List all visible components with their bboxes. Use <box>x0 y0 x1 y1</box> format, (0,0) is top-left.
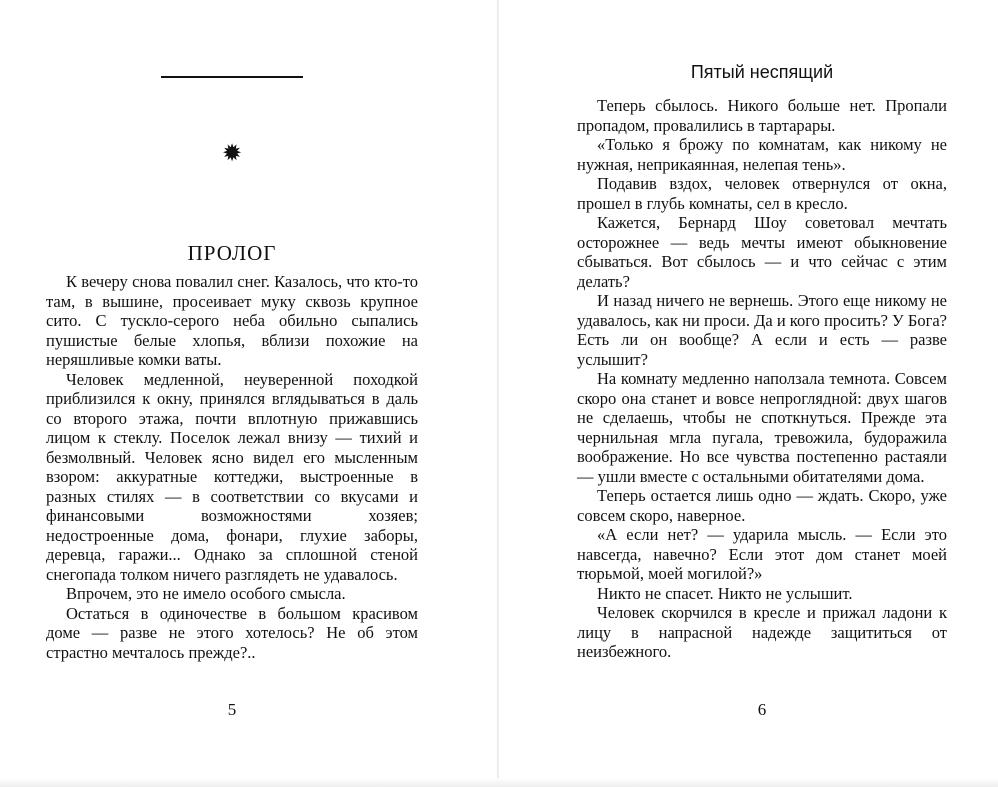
paragraph: Теперь остается лишь одно — ждать. Скоро, уже совсем скоро, наверное. <box>577 486 947 525</box>
paragraph: «А если нет? — ударила мысль. — Если это навсегда, навечно? Если этот дом станет моей тюрьмой, моей могилой?» <box>577 525 947 583</box>
page-edge-shadow <box>0 778 998 787</box>
star-ornament-icon: ✹ <box>221 139 243 167</box>
paragraph: Человек медленной, неуверенной походкой приблизился к окну, принялся вглядываться в даль со второго этажа, почти вплотную прижавшись лицом к стеклу. Поселок лежал внизу — тихий и безмолвный. Человек ясно видел его мысленным взором: аккуратные коттеджи, выстроенные в разных стилях — в соответствии со вкусами и финансовыми возможностями хозяев; недостроенные дома, фонари, глухие заборы, деревца, гаражи... Однако за сплошной стеной снегопада толком ничего разглядеть не удавалось. <box>46 369 418 584</box>
paragraph: Никто не спасет. Никто не услышит. <box>597 583 853 603</box>
page-number-right: 6 <box>757 700 767 719</box>
paragraph: На комнату медленно наползала темнота. Совсем скоро она станет и вовсе непроглядной: двух шагов не сделаешь, чтобы не споткнуться. Прежде эта чернильная мгла пугала, тревожила, будоражила воображение. Но все чувства постепенно растаяли — ушли вместе с остальными обитателями дома. <box>577 369 947 486</box>
paragraph: «Только я брожу по комнатам, как никому не нужная, неприкаянная, нелепая тень». <box>577 135 947 174</box>
paragraph: К вечеру снова повалил снег. Казалось, что кто-то там, в вышине, просеивает муку сквозь крупное сито. С тускло-серого неба обильно сыпались пушистые белые хлопья, вблизи похожие на неряшливые комки ваты. <box>46 272 418 369</box>
left-page-text <box>46 272 418 662</box>
chapter-rule <box>161 76 303 78</box>
paragraph: Остаться в одиночестве в большом красивом доме — разве не этого хотелось? Не об этом страстно мечталось прежде?.. <box>46 603 418 662</box>
paragraph: Впрочем, это не имело особого смысла. <box>66 584 346 603</box>
paragraph: Подавив вздох, человек отвернулся от окна, прошел в глубь комнаты, сел в кресло. <box>577 174 947 213</box>
paragraph: Теперь сбылось. Никого больше нет. Пропали пропадом, провалились в тартарары. <box>577 96 947 135</box>
paragraph: Человек скорчился в кресле и прижал ладони к лицу в напрасной надежде защититься от неизбежного. <box>577 603 947 661</box>
paragraph: Кажется, Бернард Шоу советовал мечтать осторожнее — ведь мечты имеют обыкновение сбываться. Вот сбылось — и что сейчас с этим делать? <box>577 213 947 291</box>
paragraph: И назад ничего не вернешь. Этого еще никому не удавалось, как ни проси. Да и кого просить? У Бога? Есть ли он вообще? А если и есть — разве услышит? <box>577 291 947 369</box>
left-page <box>0 0 497 787</box>
right-page-text <box>577 96 947 662</box>
page-number-left: 5 <box>227 700 237 719</box>
chapter-title: ПРОЛОГ <box>187 241 277 265</box>
running-head: Пятый неспящий <box>690 62 834 82</box>
